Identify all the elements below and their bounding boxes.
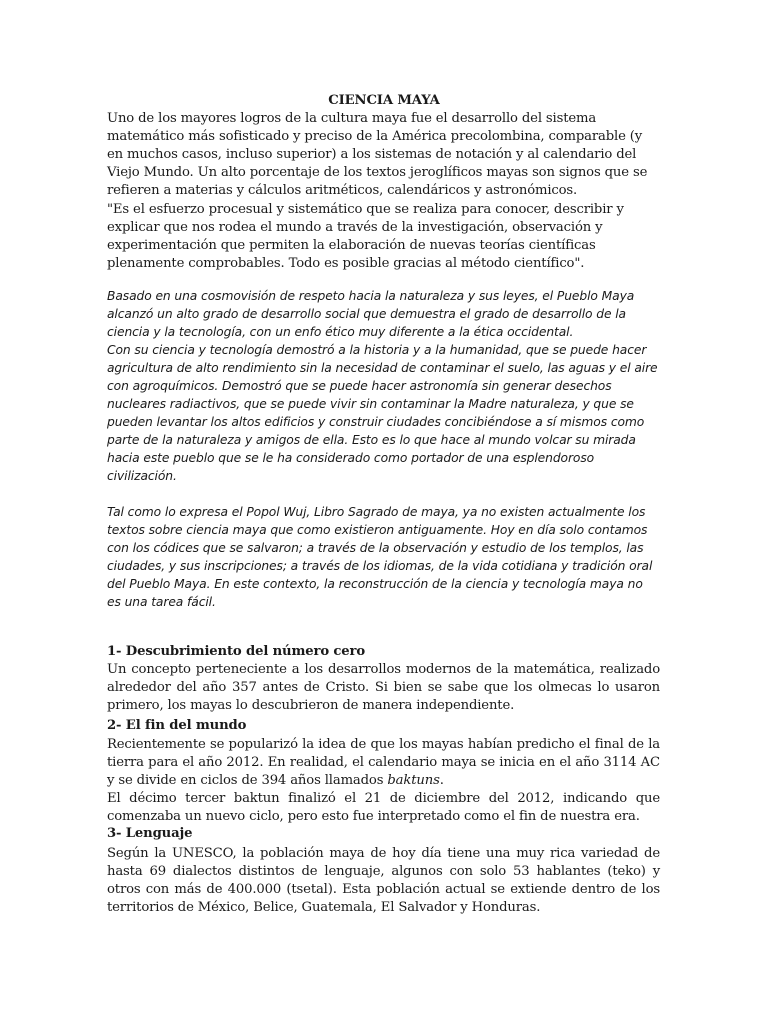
section-2-text-b: El décimo tercer baktun finalizó el 21 de diciembre del 2012, indicando que comenzaba un nuevo ciclo, pero esto fue interpretado como el fin de nuestra era.	[107, 791, 660, 824]
section-2-text-a	[107, 736, 660, 790]
section-1-heading: 1- Descubrimiento del número cero	[107, 644, 365, 659]
italic-paragraph-1: Basado en una cosmovisión de respeto hacia la naturaleza y sus leyes, el Pueblo Maya alcanzó un alto grado de desarrollo social que demuestra el grado de desarrollo de la ciencia y la tecnología, con un enfo ético muy diferente a la ética occidental.	[107, 289, 635, 339]
italic-paragraph-3: Tal como lo expresa el Popol Wuj, Libro Sagrado de maya, ya no existen actualmente los textos sobre ciencia maya que como existieron antiguamente. Hoy en día solo contamos con los códices que se salvaron; a través de la observación y estudio de los templos, las ciudades, y sus inscripciones; a través de los idiomas, de la vida cotidiana y tradición oral del Pueblo Maya. En este contexto, la reconstrucción de la ciencia y tecnología maya no es una tarea fácil.	[107, 505, 653, 609]
baktuns-term: baktuns	[387, 773, 440, 788]
section-1-text: Un concepto perteneciente a los desarrollos modernos de la matemática, realizado alrededor del año 357 antes de Cristo. Si bien se sabe que los olmecas lo usaron primero, los mayas lo descubrieron de manera independiente.	[107, 662, 660, 713]
section-3-text: Según la UNESCO, la población maya de hoy día tiene una muy rica variedad de hasta 69 dialectos distintos de lenguaje, algunos con solo 53 hablantes (teko) y otros con más de 400.000 (tsetal). Esta población actual se extiende dentro de los territorios de México, Belice, Guatemala, El Salvador y Honduras.	[107, 846, 660, 915]
section-2-heading: 2- El fin del mundo	[107, 718, 247, 733]
intro-paragraph: Uno de los mayores logros de la cultura maya fue el desarrollo del sistema matemático más sofisticado y preciso de la América precolombina, comparable (y en muchos casos, incluso superior) a los sistemas de notación y al calendario del Viejo Mundo. Un alto porcentaje de los textos jeroglíficos mayas son signos que se refieren a materias y cálculos aritméticos, calendáricos y astronómicos.	[107, 111, 648, 198]
section-2-text-a-body: Recientemente se popularizó la idea de que los mayas habían predicho el final de la tierra para el año 2012. En realidad, el calendario maya se inicia en el año 3114 AC y se divide en ciclos de 394 años llamados	[107, 737, 660, 788]
section-3-heading: 3- Lenguaje	[107, 826, 193, 841]
quote-paragraph: "Es el esfuerzo procesual y sistemático que se realiza para conocer, describir y explicar que nos rodea el mundo a través de la investigación, observación y experimentación que permiten la elaboración de nuevas teorías científicas plenamente comprobables. Todo es posible gracias al método científico".	[107, 202, 624, 271]
section-2-text-a-end: .	[439, 773, 444, 788]
document-title: CIENCIA MAYA	[328, 93, 440, 108]
italic-paragraph-2: Con su ciencia y tecnología demostró a la historia y a la humanidad, que se puede hacer agricultura de alto rendimiento sin la necesidad de contaminar el suelo, las aguas y el aire con agroquímicos. Demostró que se puede hacer astronomía sin generar desechos nucleares radiactivos, que se puede vivir sin contaminar la Madre naturaleza, y que se pueden levantar los altos edificios y construir ciudades concibiéndose a sí mismos como parte de la naturaleza y amigos de ella. Esto es lo que hace al mundo volcar su mirada hacia este pueblo que se le ha considerado como portador de una esplendoroso civilización.	[107, 343, 658, 483]
